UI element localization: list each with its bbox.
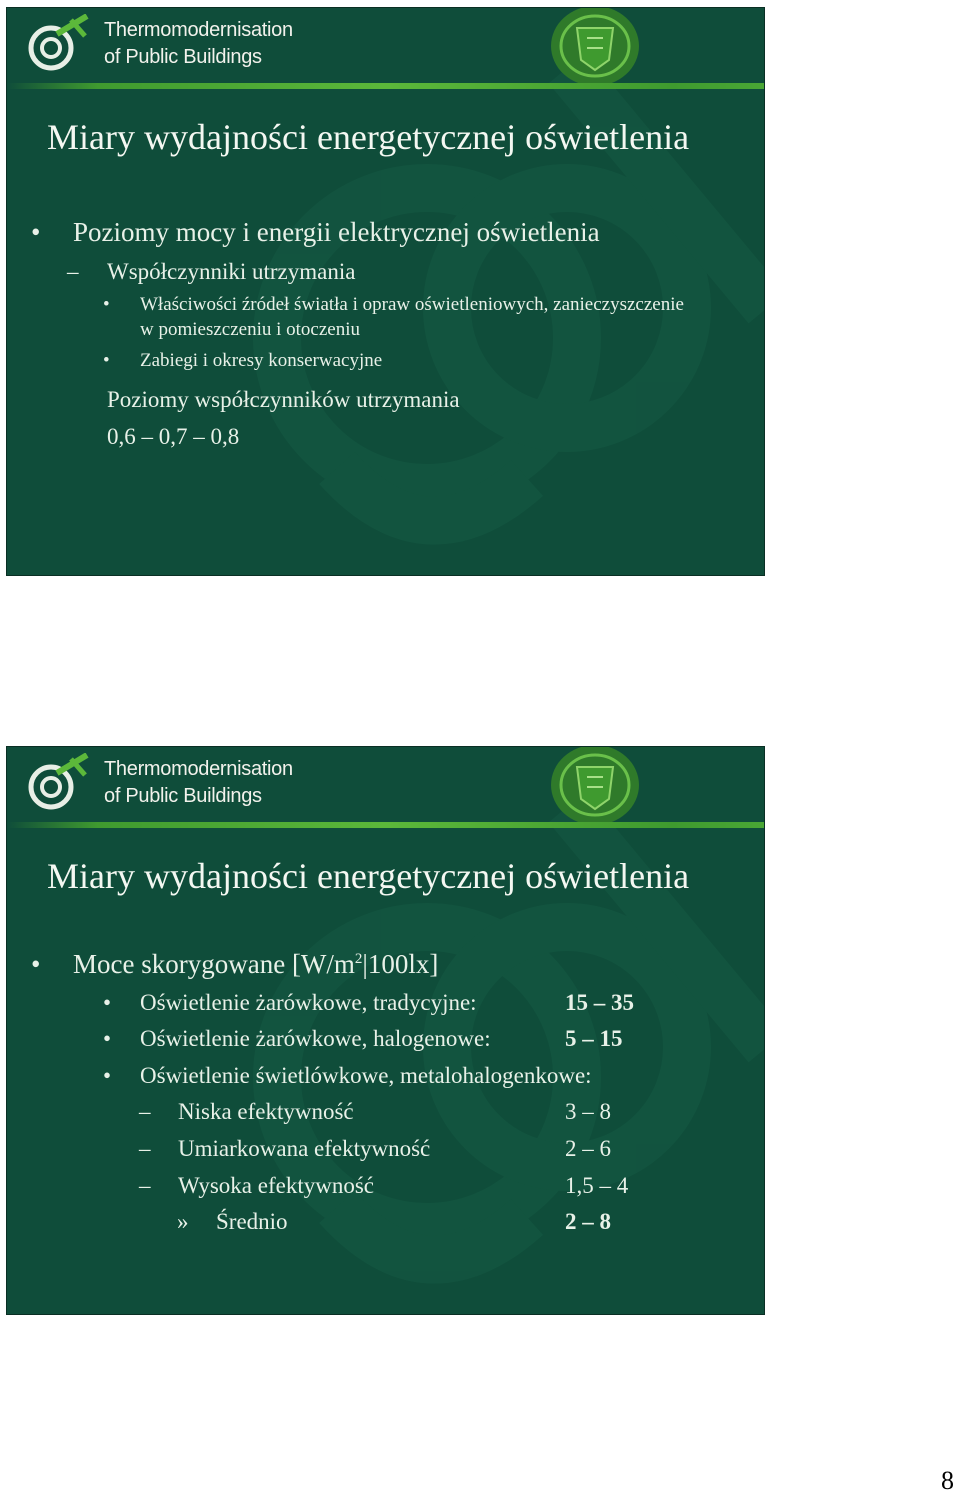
university-crest-icon [547,747,643,823]
row-label: Oświetlenie żarówkowe, tradycyjne: [140,990,477,1015]
heading-post: |100lx] [362,949,439,979]
average-label: Średnio [216,1209,288,1234]
slide-header [7,8,764,96]
bullet-icon: • [103,990,112,1015]
heading-text [73,949,438,980]
bullet-icon: • [103,294,110,315]
detail-text-2: w pomieszczeniu i otoczeniu [140,319,361,340]
row-label: Oświetlenie świetlówkowe, metalohalogenkowe: [140,1063,592,1088]
detail-text-1: Właściwości źródeł światła i opraw oświetleniowych, zanieczyszczenie [140,294,684,315]
levels-label: Poziomy współczynników utrzymania [107,387,460,412]
row-value: 5 – 15 [565,1026,623,1051]
subrow-value: 2 – 6 [565,1136,611,1161]
brand-name [104,17,293,71]
bullet-text: Poziomy mocy i energii elektrycznej oświetlenia [73,217,600,247]
slide-title: Miary wydajności energetycznej oświetlenia [47,856,690,896]
bullet-icon: • [31,217,41,247]
subrow-label: Umiarkowana efektywność [178,1136,431,1161]
dash-icon: – [67,259,79,284]
bullet-icon: • [103,1026,112,1051]
subrow-label: Wysoka efektywność [178,1173,374,1198]
average-value: 2 – 8 [565,1209,611,1234]
dash-icon: – [139,1099,151,1124]
brand-name [104,756,293,810]
university-crest-icon [547,8,643,84]
header-accent-bar [7,822,764,828]
page-number: 8 [941,1466,954,1495]
subrow-value: 3 – 8 [565,1099,611,1124]
detail-text-3: Zabiegi i okresy konserwacyjne [140,350,383,371]
header-accent-bar [7,83,764,89]
bullet-icon: • [103,350,110,371]
raquo-icon: » [177,1209,189,1234]
brand-line-2: of Public Buildings [104,46,262,68]
subrow-label: Niska efektywność [178,1099,354,1124]
row-value: 15 – 35 [565,990,634,1015]
slide-header [7,747,764,835]
subrow-value: 1,5 – 4 [565,1173,629,1198]
row-label: Oświetlenie żarówkowe, halogenowe: [140,1026,491,1051]
slide-title: Miary wydajności energetycznej oświetlenia [47,117,690,157]
slide-1 [6,7,765,576]
dash-icon: – [139,1173,151,1198]
dash-icon: – [139,1136,151,1161]
logo-icon [27,753,93,813]
brand-line-1: Thermomodernisation [104,19,293,41]
brand-line-1: Thermomodernisation [104,758,293,780]
heading-sup: 2 [354,951,363,967]
logo-icon [27,14,93,74]
slide-2 [6,746,765,1315]
brand-line-2: of Public Buildings [104,785,262,807]
bullet-icon: • [103,1063,112,1088]
heading-pre: Moce skorygowane [W/m [73,949,355,979]
bullet-icon: • [31,949,41,979]
sub-bullet-text: Współczynniki utrzymania [107,259,356,284]
levels-value: 0,6 – 0,7 – 0,8 [107,424,240,449]
